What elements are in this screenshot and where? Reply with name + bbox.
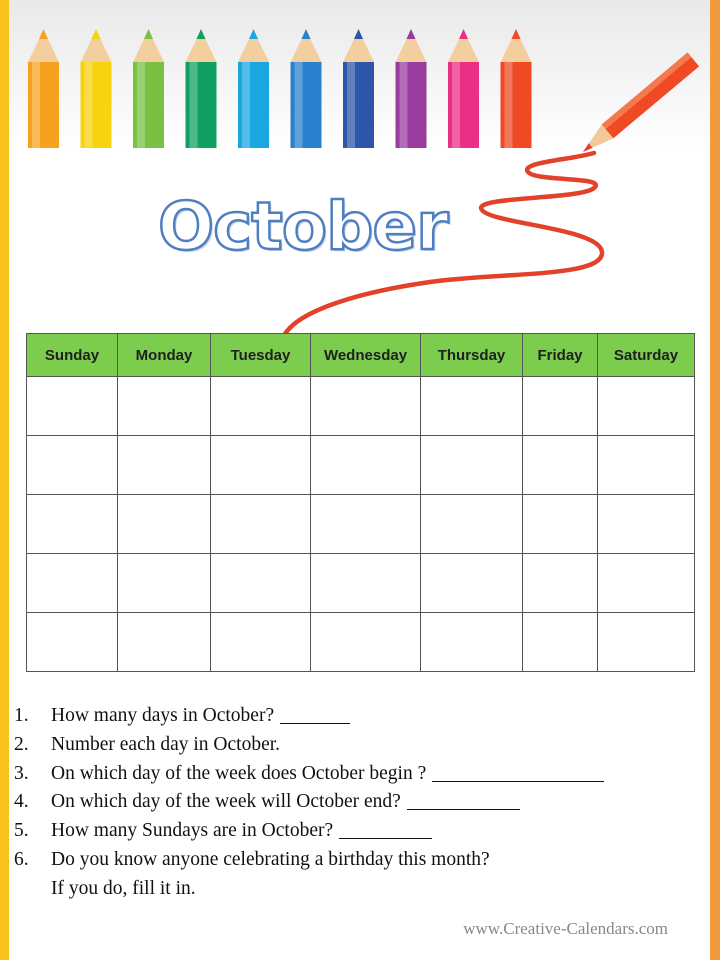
question-item (14, 702, 604, 731)
calendar-day-cell[interactable] (118, 377, 211, 436)
question-number: 6. (14, 848, 29, 870)
question-list (14, 702, 604, 904)
calendar-day-cell[interactable] (211, 554, 311, 613)
question-continuation: If you do, fill it in. (51, 877, 196, 899)
calendar-week-row (27, 436, 695, 495)
calendar-week-row (27, 495, 695, 554)
calendar-day-cell[interactable] (27, 377, 118, 436)
calendar-day-cell[interactable] (523, 495, 598, 554)
calendar-day-cell[interactable] (118, 436, 211, 495)
calendar-day-cell[interactable] (311, 436, 421, 495)
calendar-day-cell[interactable] (421, 495, 523, 554)
day-header-monday: Monday (118, 334, 211, 377)
question-text: Number each day in October. (51, 733, 281, 755)
calendar-day-cell[interactable] (598, 436, 695, 495)
colored-pencil-icon (186, 29, 217, 148)
calendar-day-cell[interactable] (27, 554, 118, 613)
calendar-day-cell[interactable] (421, 613, 523, 672)
calendar-day-cell[interactable] (311, 495, 421, 554)
colored-pencil-icon (81, 29, 112, 148)
answer-blank[interactable] (280, 703, 350, 724)
page-title: October (158, 188, 448, 265)
question-item (14, 731, 604, 760)
calendar-day-cell[interactable] (421, 377, 523, 436)
day-header-sunday: Sunday (27, 334, 118, 377)
question-text: On which day of the week will October end? (51, 791, 401, 813)
calendar-day-cell[interactable] (27, 613, 118, 672)
question-text: How many days in October? (51, 705, 275, 726)
question-number: 1. (14, 705, 29, 726)
calendar-day-cell[interactable] (523, 377, 598, 436)
question-number: 3. (14, 762, 29, 784)
calendar-header-row (27, 334, 695, 377)
colored-pencil-icon (343, 29, 374, 148)
day-header-friday: Friday (523, 334, 598, 377)
calendar-day-cell[interactable] (421, 436, 523, 495)
calendar-day-cell[interactable] (598, 377, 695, 436)
calendar-day-cell[interactable] (118, 613, 211, 672)
calendar-day-cell[interactable] (118, 495, 211, 554)
question-text: On which day of the week does October begin ? (51, 762, 427, 784)
question-text: How many Sundays are in October? (51, 820, 334, 842)
day-header-tuesday: Tuesday (211, 334, 311, 377)
question-text: Do you know anyone celebrating a birthday this month? (51, 848, 490, 870)
calendar-day-cell[interactable] (311, 613, 421, 672)
calendar-grid (26, 333, 695, 672)
calendar-week-row (27, 613, 695, 672)
calendar-week-row (27, 377, 695, 436)
question-item (14, 760, 604, 789)
answer-blank[interactable] (339, 818, 432, 839)
drawing-pencil-icon (577, 53, 699, 159)
colored-pencil-icon (501, 29, 532, 148)
calendar-day-cell[interactable] (311, 377, 421, 436)
colored-pencil-icon (291, 29, 322, 148)
question-item (14, 788, 604, 817)
colored-pencil-icon (28, 29, 59, 148)
footer-website: www.Creative-Calendars.com (463, 919, 668, 938)
calendar-day-cell[interactable] (211, 436, 311, 495)
colored-pencil-icon (448, 29, 479, 148)
day-header-saturday: Saturday (598, 334, 695, 377)
calendar-day-cell[interactable] (211, 377, 311, 436)
calendar-day-cell[interactable] (211, 495, 311, 554)
day-header-thursday: Thursday (421, 334, 523, 377)
calendar-day-cell[interactable] (523, 436, 598, 495)
pencil-illustration (0, 0, 720, 340)
answer-blank[interactable] (432, 761, 604, 782)
calendar-day-cell[interactable] (421, 554, 523, 613)
calendar-day-cell[interactable] (118, 554, 211, 613)
question-number: 4. (14, 791, 29, 813)
question-item (14, 846, 604, 875)
calendar-day-cell[interactable] (27, 495, 118, 554)
calendar-week-row (27, 554, 695, 613)
colored-pencil-icon (396, 29, 427, 148)
calendar-day-cell[interactable] (598, 613, 695, 672)
day-header-wednesday: Wednesday (311, 334, 421, 377)
calendar-day-cell[interactable] (598, 495, 695, 554)
question-number: 2. (14, 733, 29, 755)
calendar-day-cell[interactable] (27, 436, 118, 495)
question-item (14, 817, 604, 846)
calendar-day-cell[interactable] (211, 613, 311, 672)
calendar-day-cell[interactable] (311, 554, 421, 613)
colored-pencil-icon (238, 29, 269, 148)
colored-pencil-icon (133, 29, 164, 148)
calendar-day-cell[interactable] (598, 554, 695, 613)
calendar-day-cell[interactable] (523, 554, 598, 613)
question-number: 5. (14, 820, 29, 842)
answer-blank[interactable] (407, 789, 520, 810)
calendar-day-cell[interactable] (523, 613, 598, 672)
